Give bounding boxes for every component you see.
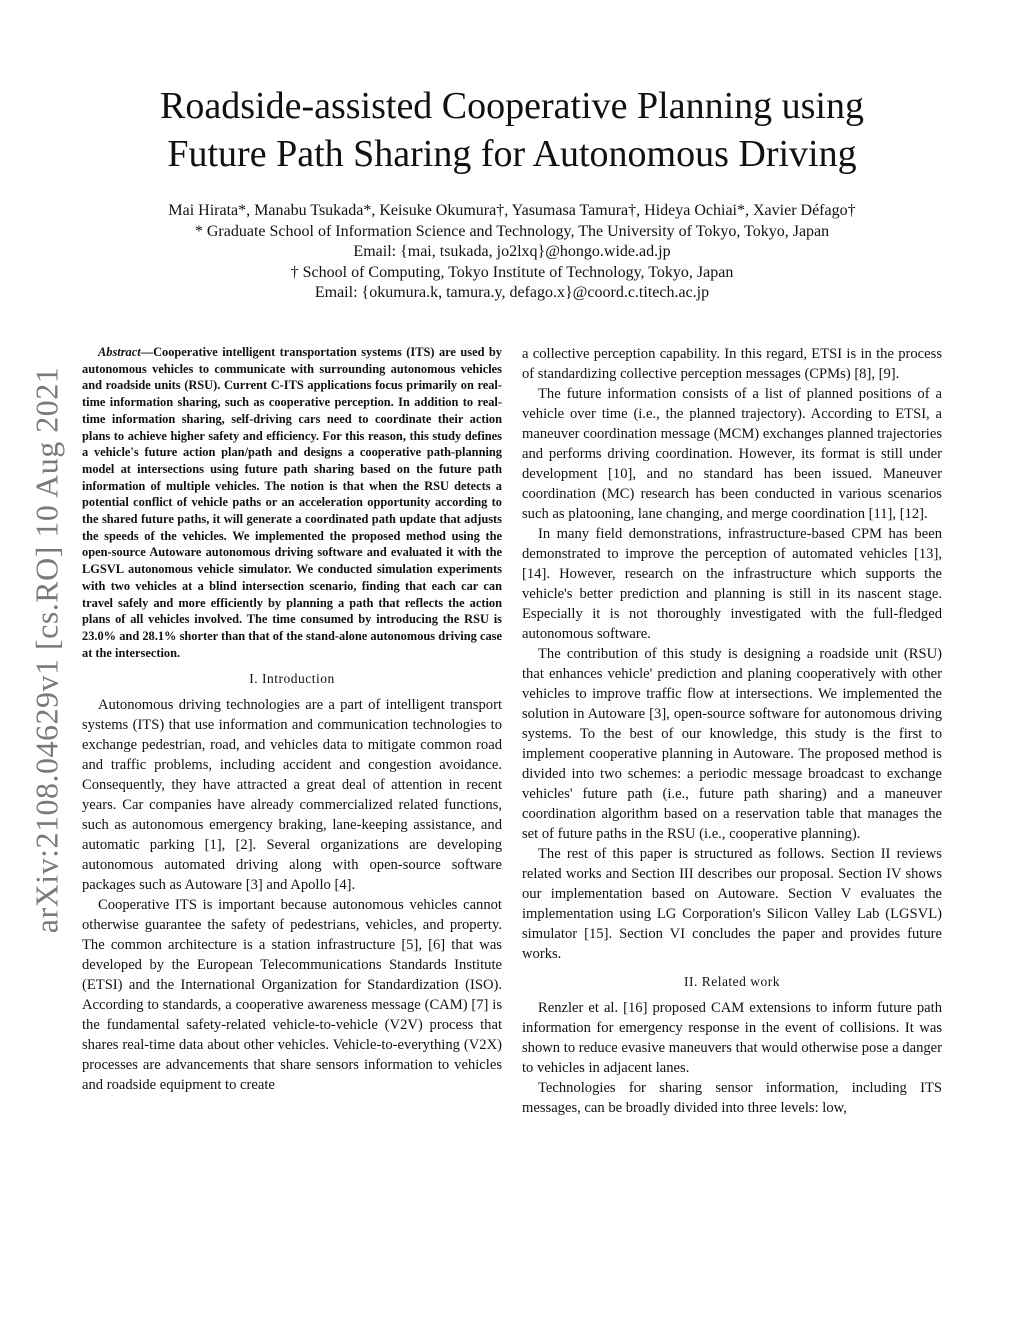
left-column xyxy=(82,344,502,1095)
author-block xyxy=(80,201,944,304)
right-column xyxy=(522,344,942,1118)
title-line-1: Roadside-assisted Cooperative Planning using xyxy=(160,85,864,127)
abstract-label: Abstract xyxy=(98,345,141,359)
paragraph: Cooperative ITS is important because autonomous vehicles cannot otherwise guarantee the safety of pedestrians, vehicles, and property. The common architecture is a station infrastructure [5], [6] that was developed by the European Telecommunications Standards Institute (ETSI) and the International Organization for Standardization (ISO). According to standards, a cooperative awareness message (CAM) [7] is the fundamental safety-related vehicle-to-vehicle (V2V) process that shares real-time data about other vehicles. Vehicle-to-everything (V2X) processes are advancements that share sensors information to vehicles and roadside equipment to create xyxy=(82,897,502,1094)
affiliation-1: * Graduate School of Information Science and Technology, The University of Tokyo, Tokyo, Japan xyxy=(194,222,830,240)
abstract-text: —Cooperative intelligent transportation systems (ITS) are used by autonomous vehicles to communicate with surrounding autonomous vehicles and roadside units (RSU). Current C-ITS applications focus primarily on real-time information sharing, such as cooperative perception. In addition to real-time information sharing, self-driving cars need to coordinate their action plans to achieve higher safety and efficiency. For this reason, this study defines a vehicle's future action plan/path and designs a cooperative path-planning model at intersections using future path sharing based on the future path information of multiple vehicles. The notion is that when the RSU detects a potential conflict of vehicle paths or an acceleration opportunity according to the shared future paths, it will generate a coordinated path update that adjusts the speeds of the vehicles. We implemented the proposed method using the open-source Autoware autonomous driving software and evaluated it with the LGSVL autonomous vehicle simulator. We conducted simulation experiments with two vehicles at a blind intersection scenario, finding that each car can travel safely and more efficiently by planning a path that reflects the action plans of all vehicles involved. The time consumed by introducing the RSU is 23.0% and 28.1% shorter than that of the stand-alone autonomous driving case at the intersection. xyxy=(82,345,502,660)
paragraph: The future information consists of a list of planned positions of a vehicle over time (i.e., the planned trajectory). According to ETSI, a maneuver coordination message (MCM) exchanges planned trajectories and performs driving coordination. However, its format is still under development [10], and no standard has been issued. Maneuver coordination (MC) research has been conducted in various scenarios such as platooning, lane changing, and merge coordination [11], [12]. xyxy=(522,386,942,522)
paragraph: The contribution of this study is designing a roadside unit (RSU) that enhances vehicle' prediction and planing cooperatively with other vehicles to improve traffic flow at intersections. We implemented the solution in Autoware [3], open-source software for autonomous driving systems. To the best of our knowledge, this study is the first to implement cooperative planning in Autoware. The proposed method is divided into two schemes: a periodic message broadcast to exchange vehicles' future path (i.e., future path sharing) and a maneuver coordination algorithm based on a reservation table that manages the set of future paths in the RSU (i.e., cooperative planning). xyxy=(522,646,942,842)
arxiv-sidebar-stamp xyxy=(25,350,69,950)
email-1: Email: {mai, tsukada, jo2lxq}@hongo.wide.ad.jp xyxy=(353,243,671,260)
paragraph: In many field demonstrations, infrastructure-based CPM has been demonstrated to improve the perception of automated vehicles [13], [14]. However, research on the infrastructure which supports the vehicle's better prediction and planning is still in its nascent stage. Especially it is not thoroughly investigated with the full-fledged autonomous software. xyxy=(522,526,942,642)
title-line-2: Future Path Sharing for Autonomous Driving xyxy=(167,133,857,175)
paragraph: a collective perception capability. In this regard, ETSI is in the process of standardizing collective perception messages (CPMs) [8], [9]. xyxy=(522,346,942,382)
section-heading-introduction: I. Introduction xyxy=(249,671,335,687)
affiliation-2: † School of Computing, Tokyo Institute of Technology, Tokyo, Japan xyxy=(290,263,734,281)
abstract xyxy=(82,344,502,661)
section-heading-related-work: II. Related work xyxy=(683,974,781,989)
paragraph: The rest of this paper is structured as follows. Section II reviews related works and Section III describes our proposal. Section IV shows our implementation based on Autoware. Section V evaluates the implementation using LG Corporation's Silicon Valley Lab (LGSVL) simulator [15]. Section VI concludes the paper and provides future works. xyxy=(522,846,942,962)
paragraph: Technologies for sharing sensor information, including ITS messages, can be broadly divided into three levels: low, xyxy=(522,1080,942,1116)
email-2: Email: {okumura.k, tamura.y, defago.x}@coord.c.titech.ac.jp xyxy=(314,284,710,301)
arxiv-id-text: arXiv:2108.04629v1 [cs.RO] 10 Aug 2021 xyxy=(28,366,65,934)
paper-title xyxy=(100,82,924,178)
paragraph: Renzler et al. [16] proposed CAM extensions to inform future path information for emergency response in the event of collisions. It was shown to reduce evasive maneuvers that would otherwise pose a danger to vehicles in adjacent lanes. xyxy=(522,1000,942,1076)
author-names: Mai Hirata*, Manabu Tsukada*, Keisuke Okumura†, Yasumasa Tamura†, Hideya Ochiai*, Xavier Défago† xyxy=(168,202,856,219)
paragraph: Autonomous driving technologies are a part of intelligent transport systems (ITS) that use information and communication technologies to exchange pedestrian, road, and vehicles data to mitigate common road and traffic problems, including accident and congestion avoidance. Consequently, they have attracted a great deal of attention in recent years. Car companies have already commercialized related functions, such as autonomous emergency braking, lane-keeping assistance, and automatic parking [1], [2]. Several organizations are developing autonomous automated driving along with open-source software packages such as Autoware [3] and Apollo [4]. xyxy=(82,697,502,894)
